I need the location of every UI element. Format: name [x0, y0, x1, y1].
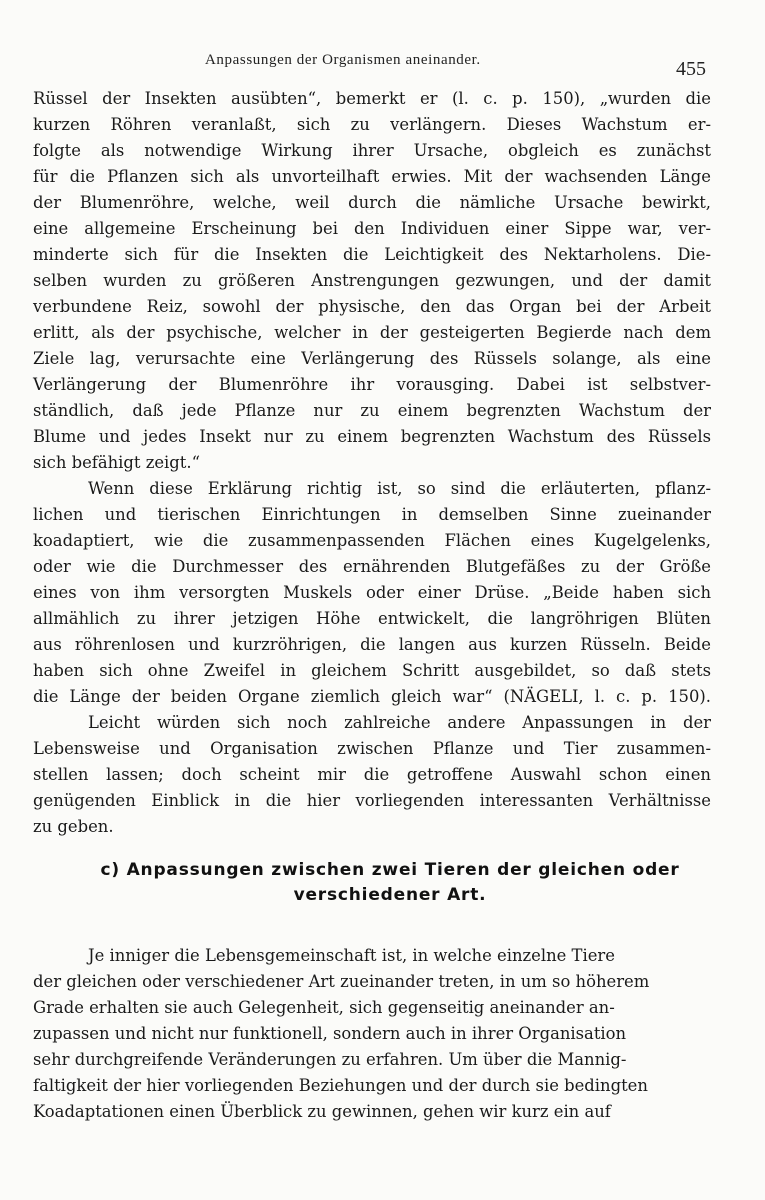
text-line: faltigkeit der hier vorliegenden Beziehungen und der durch sie bedingten: [33, 1076, 648, 1095]
text-line: allmählich zu ihrer jetzigen Höhe entwickelt, die langröhrigen Blüten: [33, 609, 711, 628]
text-line: Lebensweise und Organisation zwischen Pflanze und Tier zusammen-: [33, 739, 711, 758]
text-line: Verlängerung der Blumenröhre ihr vorausging. Dabei ist selbstver-: [33, 375, 711, 394]
text-line: aus röhrenlosen und kurzröhrigen, die langen aus kurzen Rüsseln. Beide: [33, 635, 711, 654]
text-line: der Blumenröhre, welche, weil durch die nämliche Ursache bewirkt,: [33, 193, 711, 212]
text-line: folgte als notwendige Wirkung ihrer Ursache, obgleich es zunächst: [33, 141, 711, 160]
running-head-title: Anpassungen der Organismen aneinander.: [205, 52, 481, 68]
text-line: Wenn diese Erklärung richtig ist, so sind die erläuterten, pflanz-: [88, 479, 711, 498]
text-line: Leicht würden sich noch zahlreiche andere Anpassungen in der: [88, 713, 711, 732]
text-line: erlitt, als der psychische, welcher in der gesteigerten Begierde nach dem: [33, 323, 711, 342]
section-heading-line: c) Anpassungen zwischen zwei Tieren der gleichen oder: [100, 860, 680, 880]
text-line: sehr durchgreifende Veränderungen zu erfahren. Um über die Mannig-: [33, 1050, 627, 1069]
section-heading: [70, 858, 710, 908]
text-line: zu geben.: [33, 817, 114, 836]
text-line: sich befähigt zeigt.“: [33, 453, 200, 472]
text-line: kurzen Röhren veranlaßt, sich zu verlängern. Dieses Wachstum er-: [33, 115, 711, 134]
section-heading-line: verschiedener Art.: [293, 885, 487, 905]
text-line: eines von ihm versorgten Muskels oder einer Drüse. „Beide haben sich: [33, 583, 711, 602]
text-line: Grade erhalten sie auch Gelegenheit, sich gegenseitig aneinander an-: [33, 998, 615, 1017]
text-line: lichen und tierischen Einrichtungen in demselben Sinne zueinander: [33, 505, 711, 524]
text-line: Ziele lag, verursachte eine Verlängerung des Rüssels solange, als eine: [33, 349, 711, 368]
text-line: Blume und jedes Insekt nur zu einem begrenzten Wachstum des Rüssels: [33, 427, 711, 446]
text-block-lower: [33, 943, 711, 1125]
text-line: Je inniger die Lebensgemeinschaft ist, in welche einzelne Tiere: [88, 946, 615, 965]
text-line: genügenden Einblick in die hier vorliegenden interessanten Verhältnisse: [33, 791, 711, 810]
text-line: für die Pflanzen sich als unvorteilhaft erwies. Mit der wachsenden Länge: [33, 167, 711, 186]
text-line: eine allgemeine Erscheinung bei den Individuen einer Sippe war, ver-: [33, 219, 711, 238]
text-block-upper: [33, 86, 711, 840]
text-line: oder wie die Durchmesser des ernährenden Blutgefäßes zu der Größe: [33, 557, 711, 576]
page-number: 455: [676, 58, 706, 80]
text-line: stellen lassen; doch scheint mir die getroffene Auswahl schon einen: [33, 765, 711, 784]
text-line: koadaptiert, wie die zusammenpassenden Flächen eines Kugelgelenks,: [33, 531, 711, 550]
text-line: haben sich ohne Zweifel in gleichem Schritt ausgebildet, so daß stets: [33, 661, 711, 680]
text-line: minderte sich für die Insekten die Leichtigkeit des Nektarholens. Die-: [33, 245, 711, 264]
text-line: Rüssel der Insekten ausübten“, bemerkt er (l. c. p. 150), „wurden die: [33, 89, 711, 108]
text-line: zupassen und nicht nur funktionell, sondern auch in ihrer Organisation: [33, 1024, 627, 1043]
text-line: selben wurden zu größeren Anstrengungen gezwungen, und der damit: [33, 271, 711, 290]
text-line: verbundene Reiz, sowohl der physische, den das Organ bei der Arbeit: [33, 297, 711, 316]
text-line: der gleichen oder verschiedener Art zueinander treten, in um so höherem: [33, 972, 650, 991]
text-line: ständlich, daß jede Pflanze nur zu einem begrenzten Wachstum der: [33, 401, 711, 420]
text-line: die Länge der beiden Organe ziemlich gleich war“ (NÄGELI, l. c. p. 150).: [33, 687, 711, 706]
text-line: Koadaptationen einen Überblick zu gewinnen, gehen wir kurz ein auf: [33, 1102, 611, 1121]
